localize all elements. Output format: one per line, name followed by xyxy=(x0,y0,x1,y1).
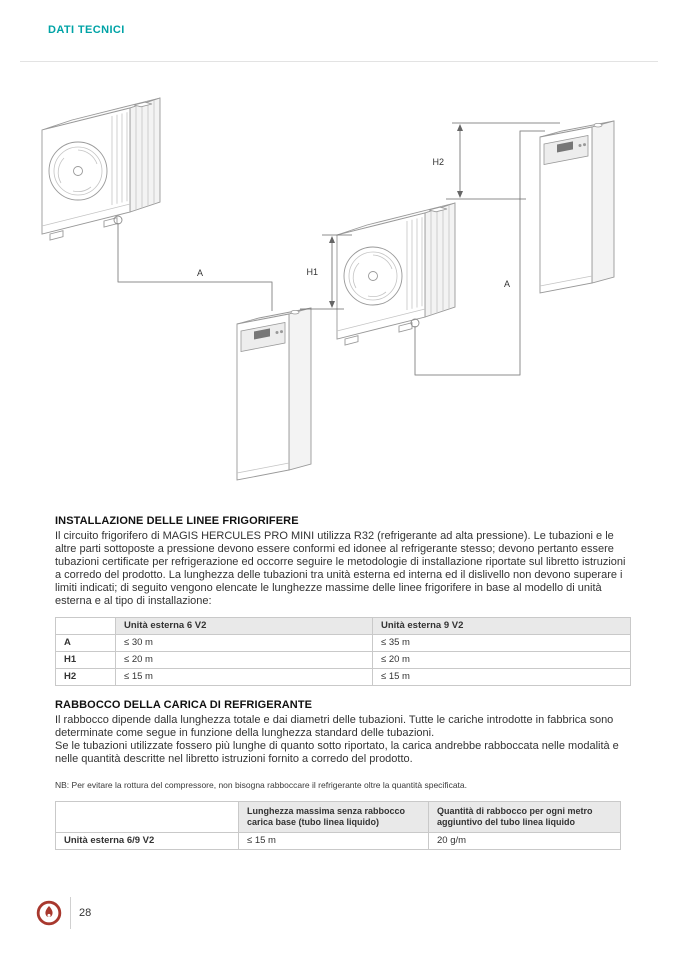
immergas-logo-icon xyxy=(36,900,62,926)
table-row xyxy=(56,669,631,686)
section-topup-body-2: Se le tubazioni utilizzate fossero più lunghe di quanto sotto riportato, la carica andrebbe rabboccata nelle modalità e nelle quantità descritte nel libretto istruzioni fornito a corredo del prodotto. xyxy=(55,740,619,765)
text-content xyxy=(55,515,630,850)
table-cell: ≤ 30 m xyxy=(116,635,373,652)
label-h1: H1 xyxy=(306,267,318,277)
refrigerant-lines-table xyxy=(55,617,631,686)
table-header-cell: Unità esterna 9 V2 xyxy=(373,618,631,635)
table-header-cell: Quantità di rabbocco per ogni metro aggiuntivo del tubo linea liquido xyxy=(429,802,621,833)
table-cell: ≤ 15 m xyxy=(373,669,631,686)
section-topup-body-1: Il rabbocco dipende dalla lunghezza totale e dai diametri delle tubazioni. Tutte le cariche introdotte in fabbrica sono determinate come segue in funzione della lunghezza standard delle tubazioni. xyxy=(55,714,614,739)
table-cell: ≤ 35 m xyxy=(373,635,631,652)
page-header: DATI TECNICI xyxy=(48,24,125,36)
indoor-unit-1 xyxy=(237,308,311,480)
table-header-row xyxy=(56,802,621,833)
header-divider xyxy=(20,61,658,62)
table-corner-cell xyxy=(56,618,116,635)
table-header-cell: Unità esterna 6 V2 xyxy=(116,618,373,635)
table-row xyxy=(56,635,631,652)
topup-table xyxy=(55,801,621,850)
row-label: H2 xyxy=(56,669,116,686)
label-h2: H2 xyxy=(432,157,444,167)
row-label: H1 xyxy=(56,652,116,669)
section-installation-body: Il circuito frigorifero di MAGIS HERCULES PRO MINI utilizza R32 (refrigerante ad alta pressione). Le tubazioni e le altre parti sottoposte a pressione devono essere conformi ed idonee al refrigerante stesso; devono pertanto essere tubazioni certificate per refrigerazione ed occorre seguire le metodologie di installazione riportate sul libretto istruzioni a corredo del prodotto. La lunghezza delle tubazioni tra unità esterna ed interna ed il dislivello non devono superare i limiti indicati; di seguito vengono elencate le lunghezze massime delle linee frigorifere in base al modello di unità esterna e al tipo di installazione: xyxy=(55,530,626,607)
table-cell: ≤ 15 m xyxy=(239,833,429,850)
pipe-run-left xyxy=(114,216,272,311)
section-topup-title: RABBOCCO DELLA CARICA DI REFRIGERANTE xyxy=(55,699,313,711)
row-label: A xyxy=(56,635,116,652)
table-header-row xyxy=(56,618,631,635)
table-row xyxy=(56,833,621,850)
installation-diagram xyxy=(0,85,678,505)
nb-note: NB: Per evitare la rottura del compressore, non bisogna rabboccare il refrigerante oltre la quantità specificata. xyxy=(55,780,467,790)
outdoor-unit-2 xyxy=(337,203,455,345)
indoor-unit-2 xyxy=(540,121,614,293)
page-footer xyxy=(36,896,91,930)
table-cell: ≤ 20 m xyxy=(373,652,631,669)
label-a-left: A xyxy=(196,268,204,278)
label-a-right: A xyxy=(503,279,510,289)
outdoor-unit-1 xyxy=(42,98,160,240)
table-cell: 20 g/m xyxy=(429,833,621,850)
footer-divider xyxy=(70,897,71,929)
table-cell: ≤ 15 m xyxy=(116,669,373,686)
section-installation-title: INSTALLAZIONE DELLE LINEE FRIGORIFERE xyxy=(55,515,299,527)
table-corner-cell xyxy=(56,802,239,833)
page-number: 28 xyxy=(79,907,92,919)
row-label: Unità esterna 6/9 V2 xyxy=(56,833,239,850)
table-row xyxy=(56,652,631,669)
table-header-cell: Lunghezza massima senza rabbocco carica base (tubo linea liquido) xyxy=(239,802,429,833)
table-cell: ≤ 20 m xyxy=(116,652,373,669)
